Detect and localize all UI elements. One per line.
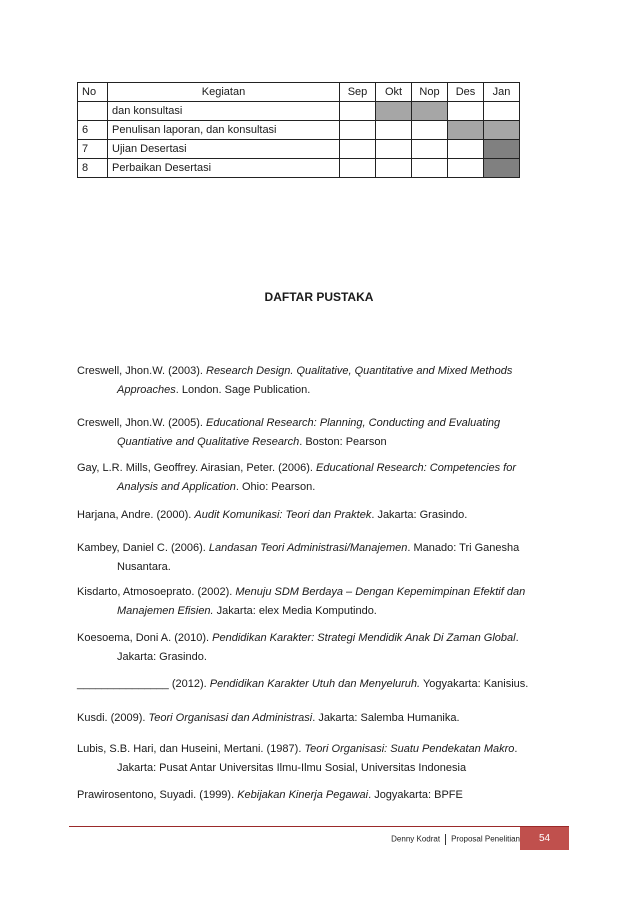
reference-item: Koesoema, Doni A. (2010). Pendidikan Karakter: Strategi Mendidik Anak Di Zaman Global. Jakarta: Grasindo.	[77, 632, 519, 663]
header-no: No	[78, 83, 108, 102]
cell-okt	[376, 121, 412, 140]
header-kegiatan: Kegiatan	[108, 83, 340, 102]
header-okt: Okt	[376, 83, 412, 102]
reference-item: Lubis, S.B. Hari, dan Huseini, Mertani. (1987). Teori Organisasi: Suatu Pendekatan Makro. Jakarta: Pusat Antar Universitas Ilmu-Ilmu Sosial, Universitas Indonesia	[77, 743, 518, 774]
header-des: Des	[448, 83, 484, 102]
reference-item: Creswell, Jhon.W. (2005). Educational Research: Planning, Conducting and Evaluating Quantiative and Qualitative Research. Boston: Pearson	[77, 417, 501, 448]
cell-jan-shaded	[484, 140, 520, 159]
row-no: 7	[78, 140, 108, 159]
page-title: DAFTAR PUSTAKA	[264, 290, 374, 304]
reference-item: Harjana, Andre. (2000). Audit Komunikasi: Teori dan Praktek. Jakarta: Grasindo.	[77, 509, 468, 521]
row-no	[78, 102, 108, 121]
reference-item: Prawirosentono, Suyadi. (1999). Kebijakan Kinerja Pegawai. Jogyakarta: BPFE	[77, 789, 463, 801]
cell-des	[448, 140, 484, 159]
footer-separator	[445, 834, 446, 845]
cell-jan-shaded	[484, 159, 520, 178]
footer-label	[340, 834, 520, 845]
schedule-table	[77, 82, 520, 178]
cell-nop	[412, 140, 448, 159]
footer-document: Proposal Penelitian	[451, 834, 520, 844]
row-kegiatan: Penulisan laporan, dan konsultasi	[108, 121, 340, 140]
table-row	[78, 159, 520, 178]
table-header-row	[78, 83, 520, 102]
reference-item: Kambey, Daniel C. (2006). Landasan Teori Administrasi/Manajemen. Manado: Tri Ganesha Nusantara.	[77, 542, 520, 573]
reference-item: Creswell, Jhon.W. (2003). Research Design. Qualitative, Quantitative and Mixed Methods Approaches. London. Sage Publication.	[77, 365, 513, 396]
row-kegiatan: Ujian Desertasi	[108, 140, 340, 159]
cell-des	[448, 102, 484, 121]
header-sep: Sep	[340, 83, 376, 102]
table-row	[78, 140, 520, 159]
footer-divider	[69, 826, 569, 827]
page-number: 54	[520, 827, 569, 850]
cell-okt	[376, 140, 412, 159]
header-jan: Jan	[484, 83, 520, 102]
table-row	[78, 102, 520, 121]
row-no: 6	[78, 121, 108, 140]
cell-sep	[340, 140, 376, 159]
cell-okt-shaded	[376, 102, 412, 121]
reference-item: Gay, L.R. Mills, Geoffrey. Airasian, Peter. (2006). Educational Research: Competencies for Analysis and Application. Ohio: Pearson.	[77, 462, 516, 493]
footer-author: Denny Kodrat	[391, 834, 441, 844]
row-kegiatan: dan konsultasi	[108, 102, 340, 121]
cell-jan	[484, 102, 520, 121]
reference-item: Kusdi. (2009). Teori Organisasi dan Administrasi. Jakarta: Salemba Humanika.	[77, 712, 460, 724]
cell-okt	[376, 159, 412, 178]
table-row	[78, 121, 520, 140]
row-no: 8	[78, 159, 108, 178]
cell-nop	[412, 159, 448, 178]
cell-des-shaded	[448, 121, 484, 140]
cell-jan-shaded	[484, 121, 520, 140]
header-nop: Nop	[412, 83, 448, 102]
reference-item: _______________ (2012). Pendidikan Karakter Utuh dan Menyeluruh. Yogyakarta: Kanisius.	[77, 678, 529, 690]
cell-des	[448, 159, 484, 178]
cell-nop	[412, 121, 448, 140]
cell-sep	[340, 159, 376, 178]
cell-sep	[340, 102, 376, 121]
cell-sep	[340, 121, 376, 140]
cell-nop-shaded	[412, 102, 448, 121]
reference-item: Kisdarto, Atmosoeprato. (2002). Menuju SDM Berdaya – Dengan Kepemimpinan Efektif dan Manajemen Efisien. Jakarta: elex Media Komputindo.	[77, 586, 526, 617]
row-kegiatan: Perbaikan Desertasi	[108, 159, 340, 178]
